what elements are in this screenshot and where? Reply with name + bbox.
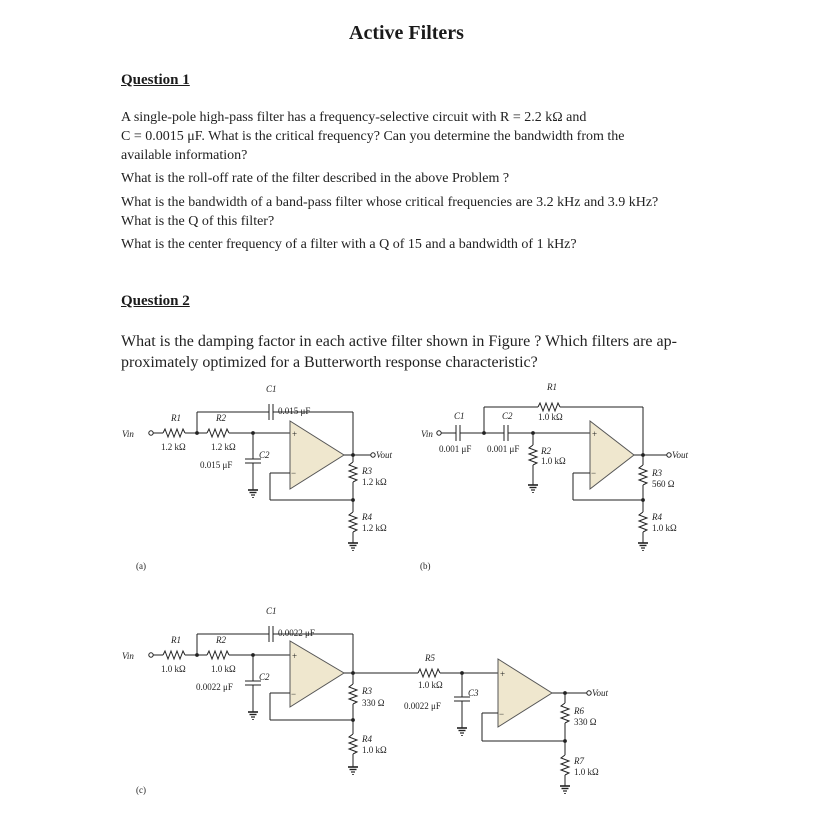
c-r3-label: R3 (362, 686, 372, 696)
svg-text:−: − (499, 709, 505, 719)
b-r1-label: R1 (547, 382, 557, 392)
a-r4-label: R4 (362, 512, 372, 522)
c-r5-label: R5 (425, 653, 435, 663)
c-r2-value: 1.0 kΩ (211, 664, 236, 674)
a-r3-label: R3 (362, 466, 372, 476)
c-r6-label: R6 (574, 706, 584, 716)
b-c2-value: 0.001 μF (487, 444, 520, 454)
svg-text:+: + (292, 651, 298, 661)
c-c1-value: 0.0022 μF (278, 628, 315, 638)
b-r3-value: 560 Ω (652, 479, 675, 489)
a-r3-value: 1.2 kΩ (362, 477, 387, 487)
c-r7-label: R7 (574, 756, 584, 766)
svg-text:−: − (291, 689, 297, 699)
a-r1-label: R1 (171, 413, 181, 423)
b-c1-label: C1 (454, 411, 465, 421)
b-vin-label: Vin (421, 429, 433, 439)
b-tag: (b) (420, 561, 431, 571)
c-r7-value: 1.0 kΩ (574, 767, 599, 777)
c-r5-value: 1.0 kΩ (418, 680, 443, 690)
q1-p1-line2: C = 0.0015 μF. What is the critical frequency? Can you determine the bandwidth from the (121, 129, 625, 144)
a-tag: (a) (136, 561, 146, 571)
c-r6-value: 330 Ω (574, 717, 597, 727)
circuit-a (149, 404, 375, 543)
a-r1-value: 1.2 kΩ (161, 442, 186, 452)
a-vin-label: Vin (122, 429, 134, 439)
q1-paragraph-2: What is the roll-off rate of the filter described in the above Problem ? (121, 171, 510, 186)
c-vin-label: Vin (122, 651, 134, 661)
a-c2-label: C2 (259, 450, 270, 460)
b-r1-value: 1.0 kΩ (538, 412, 563, 422)
c-r1-label: R1 (171, 635, 181, 645)
c-r3-value: 330 Ω (362, 698, 385, 708)
a-c1-label: C1 (266, 384, 277, 394)
svg-text:+: + (292, 429, 298, 439)
b-r2-value: 1.0 kΩ (541, 456, 566, 466)
q1-p1-line3: available information? (121, 148, 248, 163)
q1-p1-line1: A single-pole high-pass filter has a frequency-selective circuit with R = 2.2 kΩ and (121, 110, 587, 125)
c-c2-label: C2 (259, 672, 270, 682)
svg-text:+: + (592, 429, 598, 439)
c-c1-label: C1 (266, 606, 277, 616)
a-r2-label: R2 (216, 413, 226, 423)
b-c2-label: C2 (502, 411, 513, 421)
c-r4-label: R4 (362, 734, 372, 744)
c-r2-label: R2 (216, 635, 226, 645)
circuit-b (437, 403, 671, 543)
b-c1-value: 0.001 μF (439, 444, 472, 454)
page-title: Active Filters (349, 22, 464, 44)
svg-text:−: − (591, 468, 597, 478)
b-vout-label: Vout (672, 450, 689, 460)
a-r4-value: 1.2 kΩ (362, 523, 387, 533)
question-2-heading: Question 2 (121, 293, 190, 309)
q1-p3-line2: What is the Q of this filter? (121, 214, 275, 229)
q2-line1: What is the damping factor in each active filter shown in Figure ? Which filters are ap- (121, 333, 677, 350)
c-c2-value: 0.0022 μF (196, 682, 233, 692)
a-c2-value: 0.015 μF (200, 460, 233, 470)
c-r1-value: 1.0 kΩ (161, 664, 186, 674)
a-c1-value: 0.015 μF (278, 406, 311, 416)
b-r4-label: R4 (652, 512, 662, 522)
q1-paragraph-4: What is the center frequency of a filter with a Q of 15 and a bandwidth of 1 kHz? (121, 237, 577, 252)
b-r4-value: 1.0 kΩ (652, 523, 677, 533)
a-vout-label: Vout (376, 450, 393, 460)
c-c3-label: C3 (468, 688, 479, 698)
c-tag: (c) (136, 785, 146, 795)
svg-text:−: − (291, 468, 297, 478)
c-r4-value: 1.0 kΩ (362, 745, 387, 755)
c-vout-label: Vout (592, 688, 609, 698)
b-r3-label: R3 (652, 468, 662, 478)
a-r2-value: 1.2 kΩ (211, 442, 236, 452)
svg-text:+: + (500, 669, 506, 679)
c-c3-value: 0.0022 μF (404, 701, 441, 711)
q2-line2: proximately optimized for a Butterworth response characteristic? (121, 354, 538, 371)
q1-p3-line1: What is the bandwidth of a band-pass filter whose critical frequencies are 3.2 kHz and 3.9 kHz? (121, 195, 659, 210)
b-r2-label: R2 (541, 446, 551, 456)
question-1-heading: Question 1 (121, 72, 190, 88)
